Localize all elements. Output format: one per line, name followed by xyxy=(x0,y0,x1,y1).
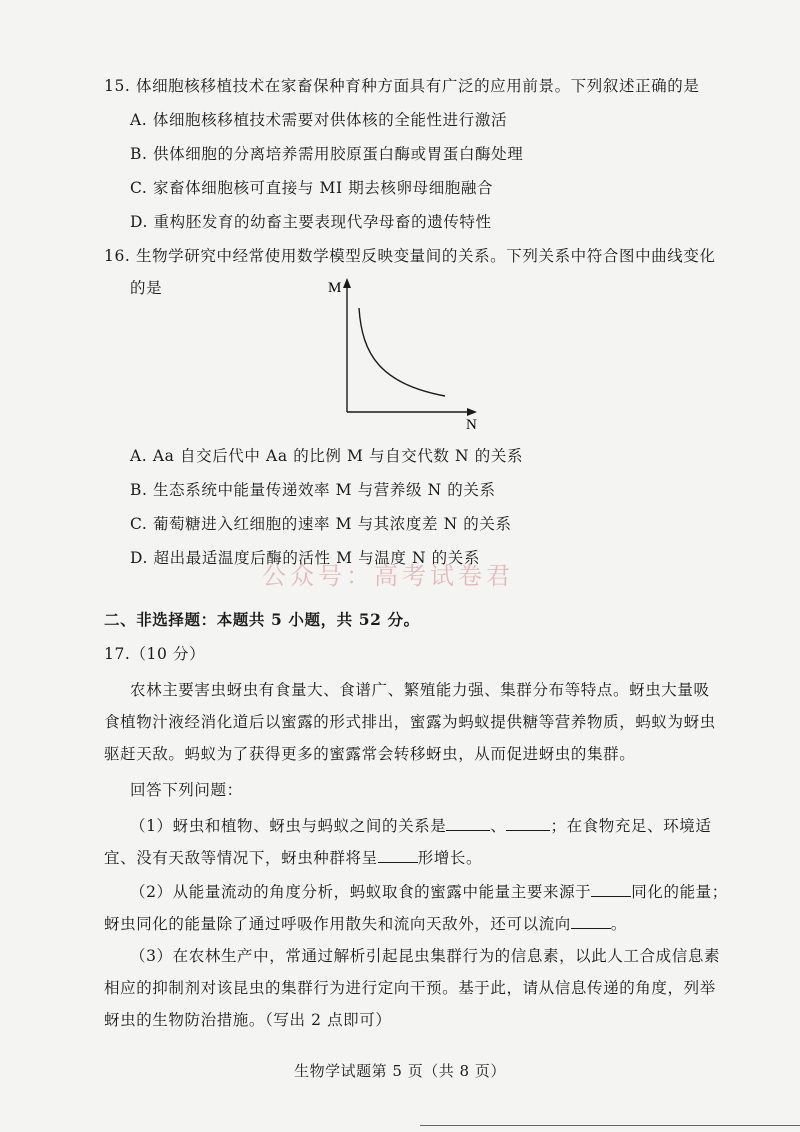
q16-stem-line2: 的是 xyxy=(130,279,163,297)
q17-sub2-line2-a: 蚜虫同化的能量除了通过呼吸作用散失和流向天敌外，还可以流向 xyxy=(104,915,571,933)
x-axis-label: N xyxy=(466,417,477,433)
q17-sub2-text-a: （2）从能量流动的角度分析，蚂蚁取食的蜜露中能量主要来源于 xyxy=(130,883,592,901)
decreasing-curve xyxy=(359,308,445,396)
q15-option-a: A. 体细胞核移植技术需要对供体核的全能性进行激活 xyxy=(130,111,508,129)
q17-sub1-line2 xyxy=(104,846,482,868)
q17-sub2-text-b: 同化的能量； xyxy=(631,883,728,901)
q16-option-a: A. Aa 自交后代中 Aa 的比例 M 与自交代数 N 的关系 xyxy=(130,447,524,465)
q17-para-line1: 农林主要害虫蚜虫有食量大、食谱广、繁殖能力强、集群分布等特点。蚜虫大量吸 xyxy=(130,681,710,699)
q15-option-d: D. 重构胚发育的幼畜主要表现代孕母畜的遗传特性 xyxy=(130,213,492,231)
x-axis-arrow xyxy=(467,408,477,416)
q17-sub3-line2: 相应的抑制剂对该昆虫的集群行为进行定向干预。基于此，请从信息传递的角度，列举 xyxy=(104,979,716,997)
q16-option-d: D. 超出最适温度后酶的活性 M 与温度 N 的关系 xyxy=(130,549,480,567)
q16-stem-line1: 16. 生物学研究中经常使用数学模型反映变量间的关系。下列关系中符合图中曲线变化 xyxy=(104,247,716,265)
q15-option-b: B. 供体细胞的分离培养需用胶原蛋白酶或胃蛋白酶处理 xyxy=(130,145,524,163)
answer-blank-2[interactable] xyxy=(506,814,550,831)
section-heading: 二、非选择题：本题共 5 小题，共 52 分。 xyxy=(104,610,420,629)
q17-prompt: 回答下列问题： xyxy=(130,781,243,799)
q17-para-line2: 食植物汁液经消化道后以蜜露的形式排出，蜜露为蚂蚁提供糖等营养物质，蚂蚁为蚜虫 xyxy=(104,713,716,731)
watermark: 公众号：高考试卷君 xyxy=(262,562,514,590)
q17-sub2-line2-b: 。 xyxy=(610,915,628,933)
q17-sub2-line1 xyxy=(130,880,728,902)
q17-sub1-sep: 、 xyxy=(490,817,507,835)
answer-blank-1[interactable] xyxy=(446,814,490,831)
bottom-divider xyxy=(420,1125,800,1126)
q17-para-line3: 驱赶天敌。蚂蚁为了获得更多的蜜露常会转移蚜虫，从而促进蚜虫的集群。 xyxy=(104,745,636,763)
q17-sub1-line1 xyxy=(130,814,712,836)
answer-blank-3[interactable] xyxy=(378,846,418,863)
q17-header: 17.（10 分） xyxy=(104,645,206,663)
q16-option-c: C. 葡萄糖进入红细胞的速率 M 与其浓度差 N 的关系 xyxy=(130,515,512,533)
q17-sub1-text-a: （1）蚜虫和植物、蚜虫与蚂蚁之间的关系是 xyxy=(130,817,447,835)
q15-stem: 15. 体细胞核移植技术在家畜保种育种方面具有广泛的应用前景。下列叙述正确的是 xyxy=(104,77,700,95)
q17-sub3-line3: 蚜虫的生物防治措施。（写出 2 点即可） xyxy=(104,1011,392,1029)
answer-blank-5[interactable] xyxy=(571,912,611,929)
q17-sub3-line1: （3）在农林生产中，常通过解析引起昆虫集群行为的信息素，以此人工合成信息素 xyxy=(130,947,721,965)
q16-graph xyxy=(320,274,490,434)
q17-sub1-line2-a: 宜、没有天敌等情况下，蚜虫种群将呈 xyxy=(104,849,378,867)
q17-sub1-line2-b: 形增长。 xyxy=(417,849,483,867)
q17-sub1-text-b: ；在食物充足、环境适 xyxy=(550,817,712,835)
q17-sub2-line2 xyxy=(104,912,627,934)
q16-option-b: B. 生态系统中能量传递效率 M 与营养级 N 的关系 xyxy=(130,481,496,499)
y-axis-arrow xyxy=(343,278,351,288)
answer-blank-4[interactable] xyxy=(591,880,631,897)
q15-option-c: C. 家畜体细胞核可直接与 MⅠ 期去核卵母细胞融合 xyxy=(130,179,494,197)
page-footer: 生物学试题第 5 页（共 8 页） xyxy=(294,1062,506,1080)
y-axis-label: M xyxy=(328,280,342,296)
